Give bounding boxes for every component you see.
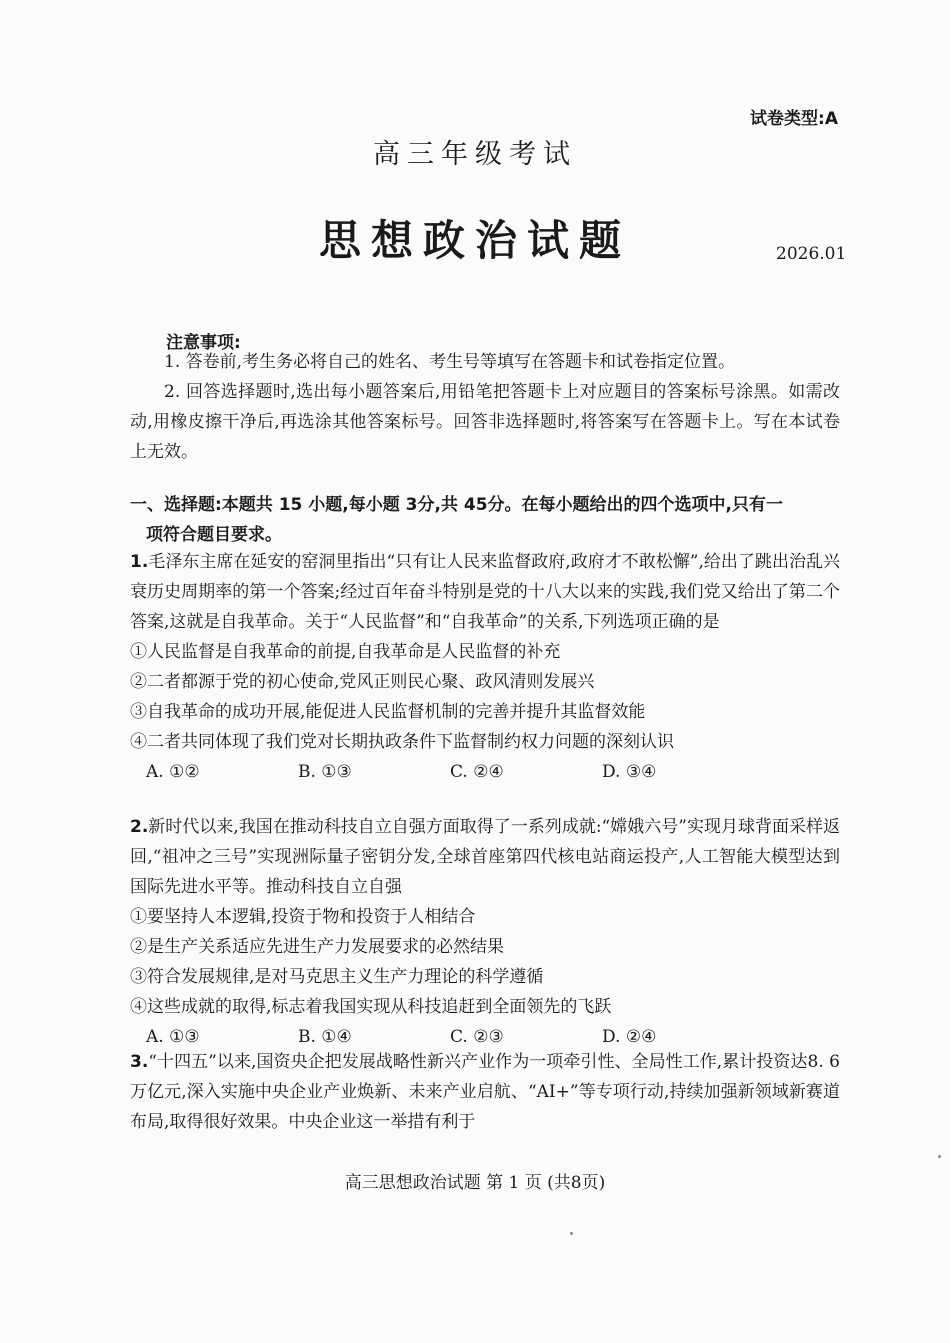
note-item-1: 1. 答卷前,考生务必将自己的姓名、考生号等填写在答题卡和试卷指定位置。 <box>164 352 736 372</box>
scan-speck <box>938 1155 941 1158</box>
subject-title: 思想政治试题 <box>318 216 631 265</box>
exam-date: 2026.01 <box>776 244 847 264</box>
question-3 <box>130 1047 840 1137</box>
statement-3: ③符合发展规律,是对马克思主义生产力理论的科学遵循 <box>130 967 544 987</box>
question-number: 2. <box>130 817 149 837</box>
choice-b: B. ①③ <box>298 762 352 782</box>
question-stem <box>130 1047 840 1137</box>
choice-d: D. ③④ <box>602 762 657 782</box>
statement-3: ③自我革命的成功开展,能促进人民监督机制的完善并提升其监督效能 <box>130 702 646 722</box>
statement-2: ②是生产关系适应先进生产力发展要求的必然结果 <box>130 937 504 957</box>
question-text: 毛泽东主席在延安的窑洞里指出“只有让人民来监督政府,政府才不敢松懈”,给出了跳出治乱兴衰历史周期率的第一个答案;经过百年奋斗特别是党的十八大以来的实践,我们党又给出了第二个答案,这就是自我革命。关于“人民监督”和“自我革命”的关系,下列选项正确的是 <box>130 552 840 632</box>
note-item-2: 2. 回答选择题时,选出每小题答案后,用铅笔把答题卡上对应题目的答案标号涂黑。如需改动,用橡皮擦干净后,再选涂其他答案标号。回答非选择题时,将答案写在答题卡上。写在本试卷上无效。 <box>130 382 840 462</box>
statement-1: ①人民监督是自我革命的前提,自我革命是人民监督的补充 <box>130 642 561 662</box>
choice-b: B. ①④ <box>298 1027 352 1047</box>
choice-c: C. ②④ <box>450 762 504 782</box>
section-heading-line1: 一、选择题:本题共 15 小题,每小题 3分,共 45分。在每小题给出的四个选项中,只有一 <box>130 495 783 515</box>
choice-c: C. ②③ <box>450 1027 504 1047</box>
question-stem <box>130 547 840 637</box>
choice-a: A. ①③ <box>146 1027 200 1047</box>
statement-1: ①要坚持人本逻辑,投资于物和投资于人相结合 <box>130 907 476 927</box>
answer-choices <box>130 757 840 787</box>
question-stem <box>130 812 840 902</box>
question-text: 新时代以来,我国在推动科技自立自强方面取得了一系列成就:“嫦娥六号”实现月球背面采样返回,“祖冲之三号”实现洲际量子密钥分发,全球首座第四代核电站商运投产,人工智能大模型达到国际先进水平等。推动科技自立自强 <box>130 817 840 897</box>
section-heading <box>130 490 842 550</box>
paper-type-label: 试卷类型:A <box>750 109 838 129</box>
question-number: 3. <box>130 1052 149 1072</box>
page-footer: 高三思想政治试题 第 1 页 (共8页) <box>344 1173 606 1193</box>
question-2 <box>130 812 840 1052</box>
question-text: “十四五”以来,国资央企把发展战略性新兴产业作为一项牵引性、全局性工作,累计投资达8. 6万亿元,深入实施中央企业产业焕新、未来产业启航、“AI+”等专项行动,持续加强新领域新赛道布局,取得很好效果。中央企业这一举措有利于 <box>130 1052 840 1132</box>
statement-4: ④这些成就的取得,标志着我国实现从科技追赶到全面领先的飞跃 <box>130 997 612 1017</box>
statement-4: ④二者共同体现了我们党对长期执政条件下监督制约权力问题的深刻认识 <box>130 732 674 752</box>
exam-name: 高三年级考试 <box>373 139 577 170</box>
question-1 <box>130 547 840 787</box>
choice-d: D. ②④ <box>602 1027 657 1047</box>
notes-heading: 注意事项: <box>166 333 241 353</box>
choice-a: A. ①② <box>146 762 200 782</box>
scan-speck <box>570 1232 573 1235</box>
question-number: 1. <box>130 552 149 572</box>
statement-2: ②二者都源于党的初心使命,党风正则民心聚、政风清则发展兴 <box>130 672 595 692</box>
section-heading-line2: 项符合题目要求。 <box>146 525 282 545</box>
